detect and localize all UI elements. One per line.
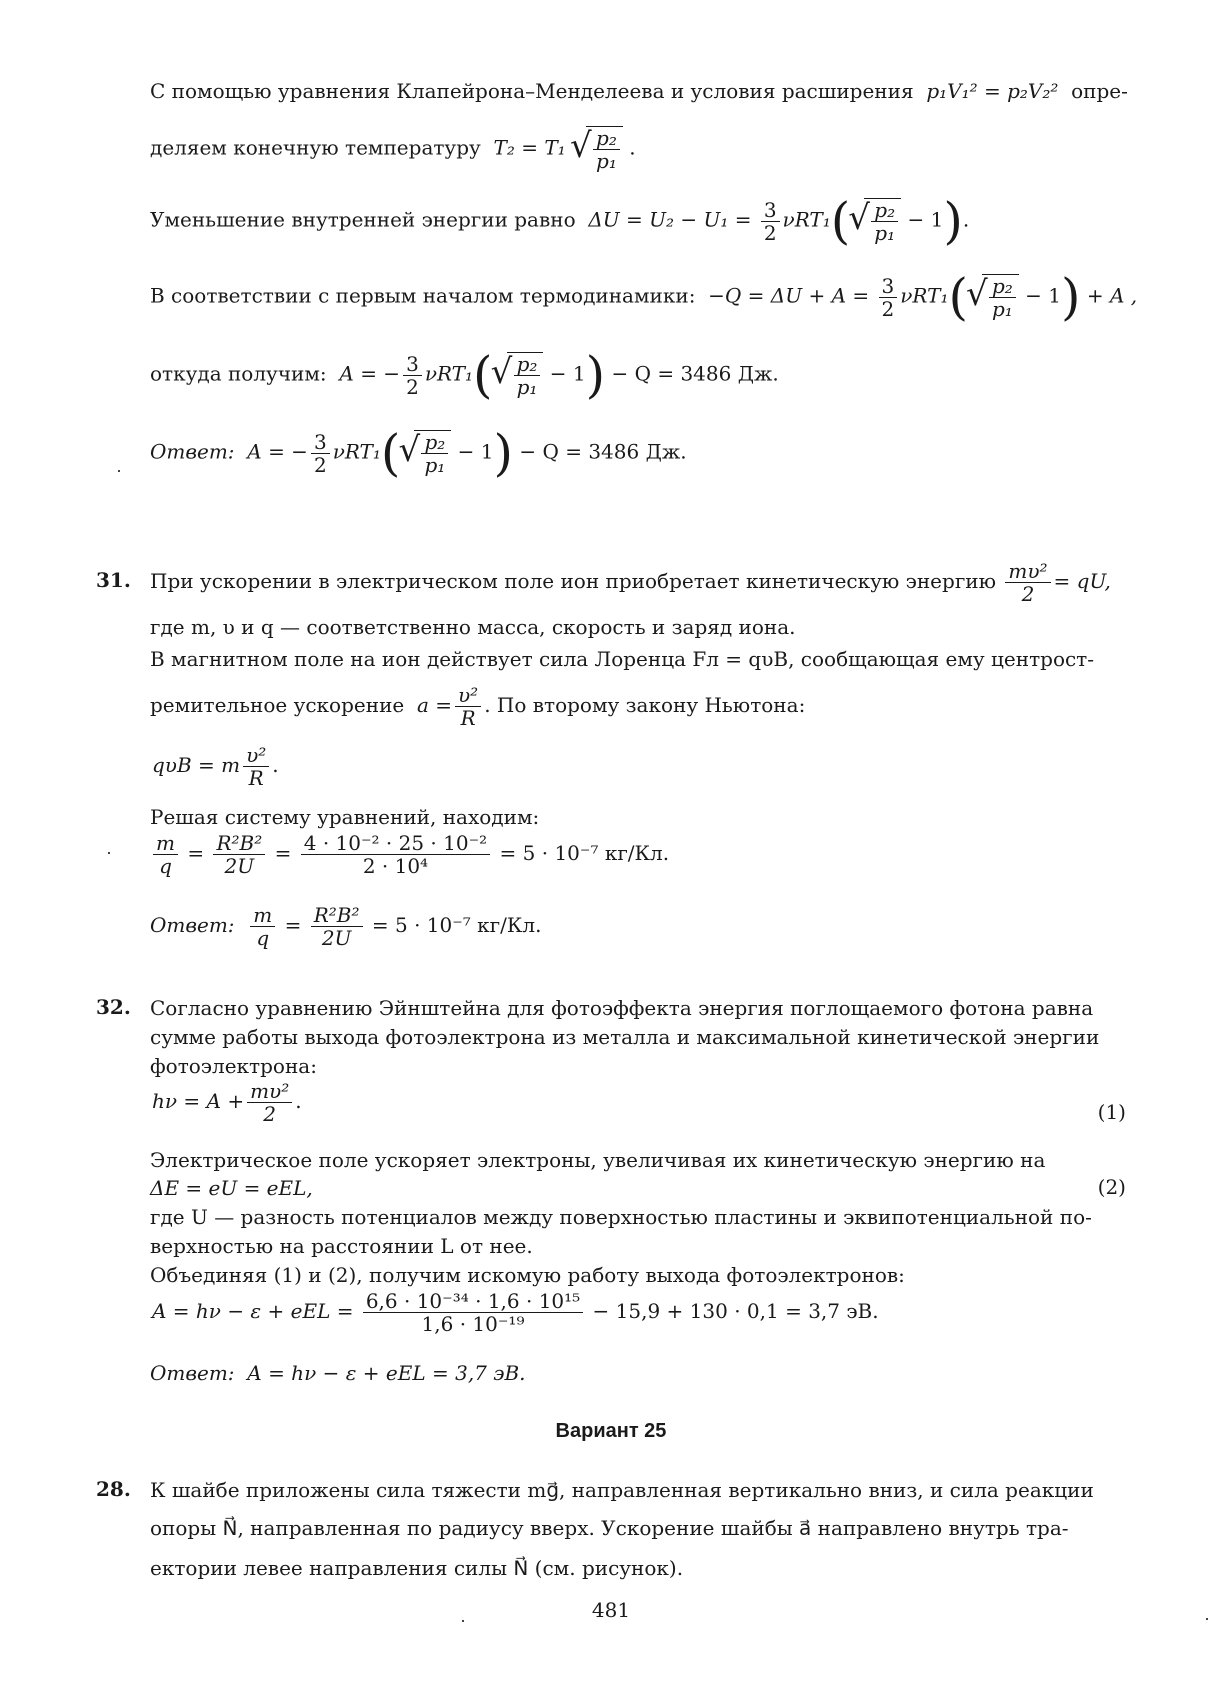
p31-line2: где m, υ и q — соответственно масса, скорость и заряд иона.: [150, 615, 796, 639]
scan-speck: [108, 852, 110, 854]
p32-line4: hν = A + $\frac{\text{mυ²}}{2}$ .: [152, 1079, 302, 1126]
p30-line1: С помощью уравнения Клапейрона–Менделеева и условия расширения p₁V₁² = p₂V₂² опре-: [150, 79, 1128, 103]
p32-line8: верхностью на расстоянии L от нее.: [150, 1234, 533, 1258]
scan-speck: [462, 1620, 464, 1622]
p30-line4: В соответствии с первым началом термодинамики: −Q = ΔU + A = $\frac{3}{2}$ νRT₁( √ $\frac{\text{p₂}}{\text{p₁}}$ − 1) + A ,: [150, 272, 1137, 322]
p31-line7: $\frac{m}{q}$ = $\frac{\text{R²B²}}{2U}$ = $\frac{\text{4 · 10⁻² · 25 · 10⁻²}}{\text{2 · 10⁴}}$ = 5 · 10⁻⁷ кг/Кл.: [150, 832, 669, 877]
p28-line3: ектории левее направления силы N⃗ (см. рисунок).: [150, 1556, 684, 1580]
p28-line1: К шайбе приложены сила тяжести mg⃗, направленная вертикально вниз, и сила реакции: [150, 1478, 1094, 1502]
variant-heading: Вариант 25: [555, 1420, 667, 1442]
p32-line10: A = hν − ε + eEL = $\frac{\text{6,6 · 10⁻³⁴ · 1,6 · 10¹⁵}}{\text{1,6 · 10⁻¹⁹}}$ − 15,9 + 130 · 0,1 = 3,7 эВ.: [152, 1289, 879, 1336]
p31-line4: ремительное ускорение a = $\frac{\text{υ²}}{R}$ . По второму закону Ньютона:: [150, 683, 806, 730]
p32-line3: фотоэлектрона:: [150, 1054, 317, 1078]
p30-answer: Ответ: A = − $\frac{3}{2}$ νRT₁( √ $\frac{\text{p₂}}{\text{p₁}}$ − 1) − Q = 3486 Дж.: [150, 428, 687, 478]
p31-answer: Ответ: $\frac{m}{q}$ = $\frac{\text{R²B²}}{2U}$ = 5 · 10⁻⁷ кг/Кл.: [150, 903, 542, 950]
p32-line6: ΔE = eU = eEL,: [150, 1176, 313, 1200]
scan-speck: [118, 470, 120, 472]
p32-line7: где U — разность потенциалов между поверхностью пластины и эквипотенциальной по-: [150, 1205, 1092, 1229]
p31-line6: Решая систему уравнений, находим:: [150, 805, 540, 829]
p31-line1: При ускорении в электрическом поле ион приобретает кинетическую энергию $\frac{\text{mυ²}}{2}$ = qU,: [150, 559, 1111, 606]
expansion-condition: p₁V₁² = p₂V₂²: [926, 79, 1059, 103]
equation-number-1: (1): [1097, 1100, 1126, 1124]
scan-speck: [1206, 1618, 1208, 1620]
p32-line2: сумме работы выхода фотоэлектрона из металла и максимальной кинетической энергии: [150, 1025, 1100, 1049]
p32-line9: Объединяя (1) и (2), получим искомую работу выхода фотоэлектронов:: [150, 1263, 905, 1287]
page-number: 481: [591, 1598, 631, 1622]
p32-answer: Ответ: A = hν − ε + eEL = 3,7 эВ.: [150, 1361, 526, 1385]
p30-line3: Уменьшение внутренней энергии равно ΔU = U₂ − U₁ = $\frac{3}{2}$ νRT₁( √ $\frac{\text{p₂}}{\text{p₁}}$ − 1).: [150, 196, 969, 246]
p32-line5: Электрическое поле ускоряет электроны, увеличивая их кинетическую энергию на: [150, 1148, 1046, 1172]
equation-number-2: (2): [1097, 1175, 1126, 1199]
problem-31-number: 31.: [96, 568, 131, 592]
problem-28-number: 28.: [96, 1477, 131, 1501]
sqrt-ratio: √ $\frac{\text{p₂}}{\text{p₁}}$: [586, 126, 623, 172]
p30-line2: деляем конечную температуру T₂ = T₁ √ $\frac{\text{p₂}}{\text{p₁}}$ .: [150, 126, 636, 172]
p28-line2: опоры N⃗, направленная по радиусу вверх. Ускорение шайбы a⃗ направлено внутрь тра-: [150, 1516, 1069, 1540]
p32-line1: Согласно уравнению Эйнштейна для фотоэффекта энергия поглощаемого фотона равна: [150, 996, 1094, 1020]
p30-line5: откуда получим: A = − $\frac{3}{2}$ νRT₁( √ $\frac{\text{p₂}}{\text{p₁}}$ − 1) − Q = 3486 Дж.: [150, 350, 779, 400]
p31-line3: В магнитном поле на ион действует сила Лоренца Fл = qυB, сообщающая ему центрост-: [150, 647, 1095, 671]
problem-32-number: 32.: [96, 995, 131, 1019]
p31-line5: qυB = m $\frac{\text{υ²}}{R}$ .: [152, 743, 279, 790]
